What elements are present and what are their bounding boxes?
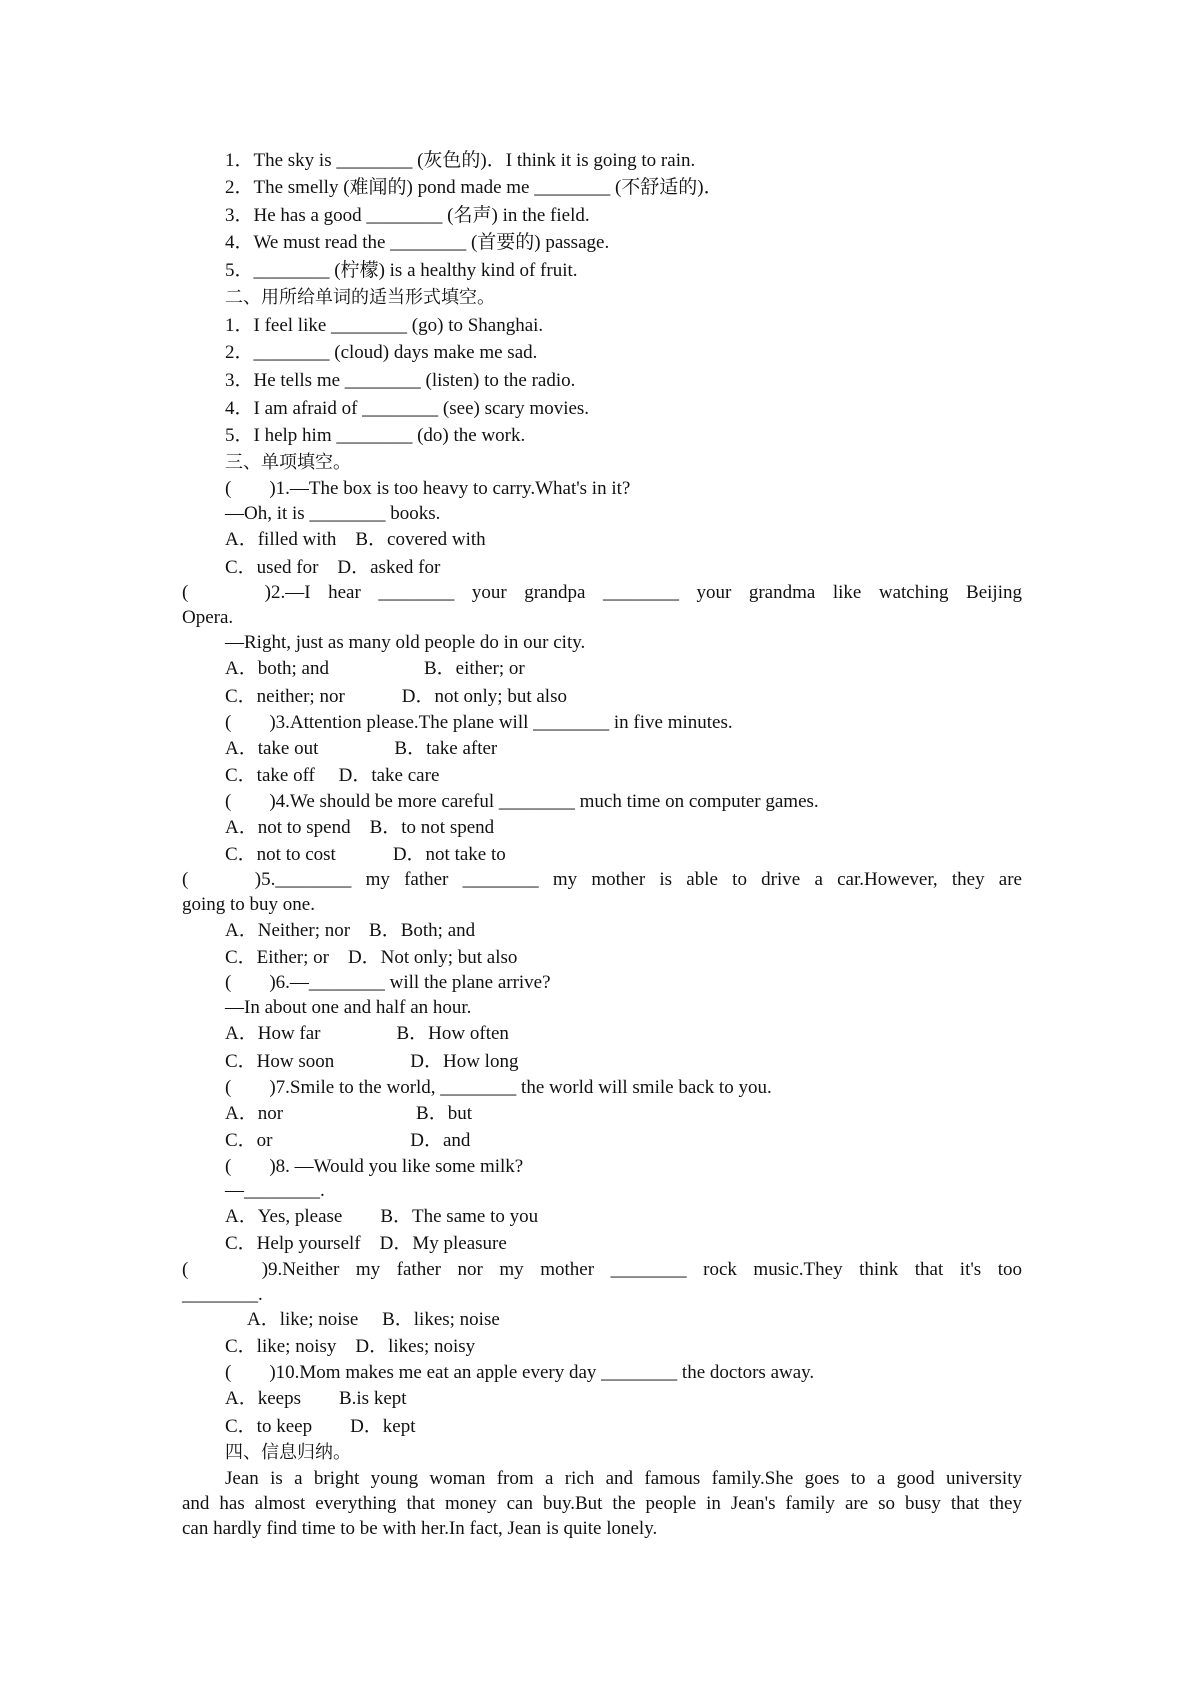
text-line: ( )2.—I hear ________ your grandpa ________ your grandma like watching Beijing [182,582,1022,603]
text-line: A．Yes, please B．The same to you [225,1206,539,1227]
text-line: A．keeps B.is kept [225,1388,407,1409]
text-line: A．Neither; nor B．Both; and [225,920,476,941]
text-line: ( )7.Smile to the world, ________ the world will smile back to you. [225,1077,772,1098]
text-line: 1．I feel like ________ (go) to Shanghai. [225,315,544,336]
text-line: C．neither; nor D．not only; but also [225,686,567,707]
text-line: C．or D．and [225,1130,471,1151]
section-heading: 二、用所给单词的适当形式填空。 [225,287,495,308]
text-line: 2．The smelly (难闻的) pond made me ________ (不舒适的)． [225,177,723,198]
text-line: A．take out B．take after [225,738,498,759]
text-line: A．not to spend B．to not spend [225,817,495,838]
text-line: can hardly find time to be with her.In fact, Jean is quite lonely. [182,1518,658,1539]
text-line: C．used for D．asked for [225,557,441,578]
text-line: 4．We must read the ________ (首要的) passage. [225,232,610,253]
text-line: C．not to cost D．not take to [225,844,506,865]
text-line: Opera. [182,607,234,628]
text-line: ________. [182,1284,263,1305]
text-line: 2．________ (cloud) days make me sad. [225,342,538,363]
text-line: ( )5.________ my father ________ my mother is able to drive a car.However, they are [182,869,1022,890]
text-line: 3．He tells me ________ (listen) to the radio. [225,370,576,391]
text-line: A．both; and B．either; or [225,658,525,679]
text-line: ( )4.We should be more careful ________ much time on computer games. [225,791,819,812]
text-line: and has almost everything that money can buy.But the people in Jean's family are so busy that they [182,1493,1022,1514]
text-line: C．take off D．take care [225,765,440,786]
text-line: A．nor B．but [225,1103,473,1124]
text-line: ( )3.Attention please.The plane will ________ in five minutes. [225,712,733,733]
text-line: 4．I am afraid of ________ (see) scary movies. [225,398,590,419]
text-line: 3．He has a good ________ (名声) in the field. [225,205,590,226]
text-line: ( )9.Neither my father nor my mother ________ rock music.They think that it's too [182,1259,1022,1280]
text-line: A．How far B．How often [225,1023,509,1044]
text-line: ( )8. —Would you like some milk? [225,1156,524,1177]
text-line: A．like; noise B．likes; noise [247,1309,500,1330]
text-line: —In about one and half an hour. [225,997,472,1018]
text-line: —Oh, it is ________ books. [225,503,441,524]
text-line: C．How soon D．How long [225,1051,519,1072]
text-line: going to buy one. [182,894,315,915]
text-line: —________. [225,1180,325,1201]
text-line: ( )6.—________ will the plane arrive? [225,972,551,993]
text-line: 5．I help him ________ (do) the work. [225,425,526,446]
text-line: ( )1.—The box is too heavy to carry.What's in it? [225,478,631,499]
text-line: C．like; noisy D．likes; noisy [225,1336,476,1357]
text-line: 5．________ (柠檬) is a healthy kind of fruit. [225,260,578,281]
section-heading: 四、信息归纳。 [225,1442,351,1463]
section-heading: 三、单项填空。 [225,452,351,473]
text-line: 1．The sky is ________ (灰色的)．I think it is going to rain. [225,150,696,171]
text-line: C．Help yourself D．My pleasure [225,1233,507,1254]
text-line: —Right, just as many old people do in our city. [225,632,586,653]
text-line: C．Either; or D．Not only; but also [225,947,518,968]
text-line: C．to keep D．kept [225,1416,416,1437]
text-line: Jean is a bright young woman from a rich and famous family.She goes to a good university [225,1468,1022,1489]
text-line: A．filled with B．covered with [225,529,486,550]
text-line: ( )10.Mom makes me eat an apple every day ________ the doctors away. [225,1362,815,1383]
